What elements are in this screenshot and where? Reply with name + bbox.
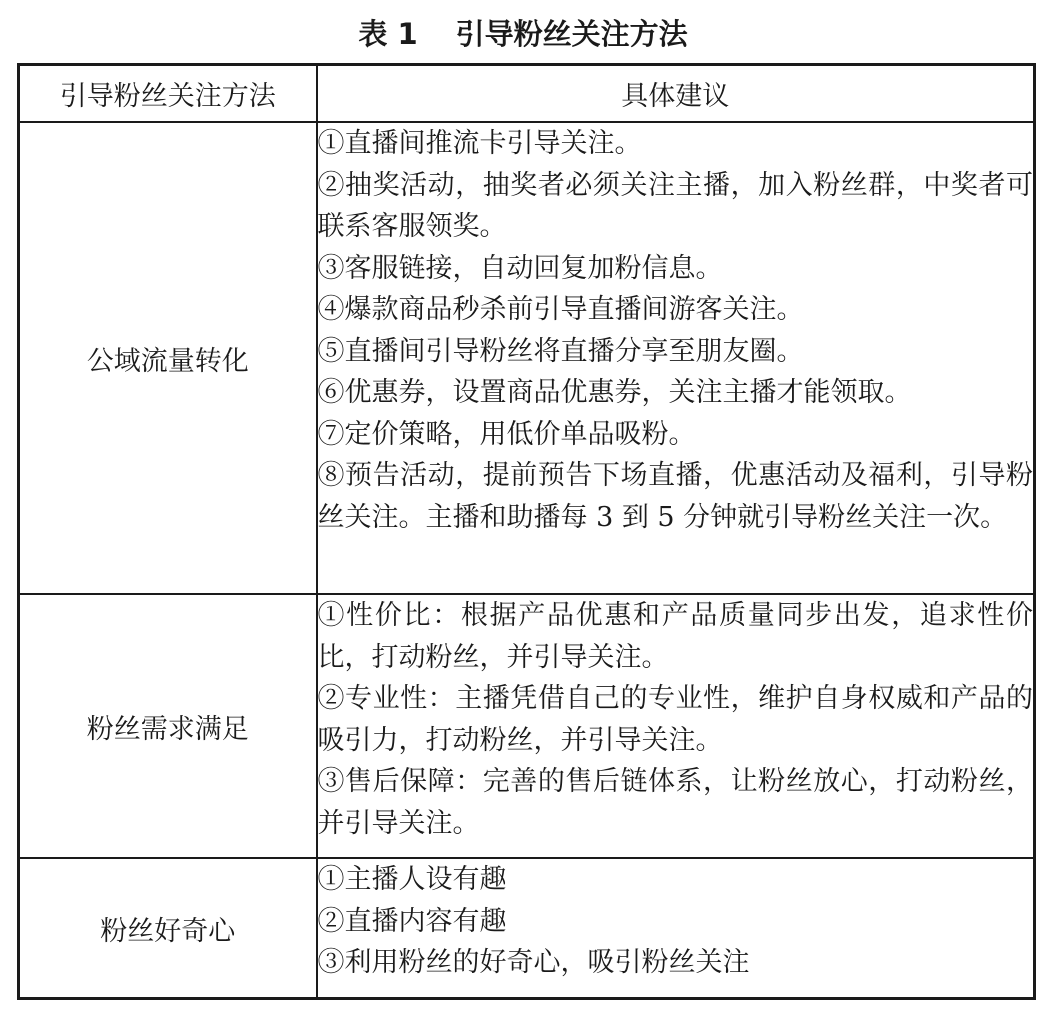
method-cell: 粉丝需求满足 (19, 594, 317, 858)
table-caption (0, 8, 1046, 56)
table-title: 引导粉丝关注方法 (455, 16, 688, 51)
suggestion-item: ②专业性：主播凭借自己的专业性，维护自身权威和产品的吸引力，打动粉丝，并引导关注。 (317, 683, 1033, 756)
header-suggestions: 具体建议 (317, 65, 1035, 123)
suggestions-cell (317, 858, 1035, 999)
suggestion-item: ④爆款商品秒杀前引导直播间游客关注。 (317, 294, 804, 325)
suggestion-item: ①主播人设有趣 (317, 864, 507, 895)
suggestion-item: ②抽奖活动，抽奖者必须关注主播，加入粉丝群，中奖者可联系客服领奖。 (317, 169, 1033, 242)
suggestion-item: ⑤直播间引导粉丝将直播分享至朋友圈。 (317, 335, 804, 367)
suggestion-item: ⑦定价策略，用低价单品吸粉。 (317, 418, 696, 450)
suggestion-item: ①性价比：根据产品优惠和产品质量同步出发，追求性价比，打动粉丝，并引导关注。 (317, 600, 1033, 673)
suggestion-item: ③客服链接，自动回复加粉信息。 (317, 252, 723, 284)
table-row (19, 858, 1035, 999)
suggestions-cell (317, 594, 1035, 858)
method-cell: 公域流量转化 (19, 122, 317, 594)
suggestion-item: ⑥优惠券，设置商品优惠券，关注主播才能领取。 (317, 377, 912, 408)
suggestion-item: ①直播间推流卡引导关注。 (317, 128, 642, 159)
table-number: 表 1 (358, 16, 418, 51)
table-row (19, 122, 1035, 594)
methods-table (17, 63, 1036, 1000)
suggestion-item: ②直播内容有趣 (317, 905, 507, 937)
header-row (19, 65, 1035, 123)
suggestion-item: ⑧预告活动，提前预告下场直播，优惠活动及福利，引导粉丝关注。主播和助播每 3 到 5 分钟就引导粉丝关注一次。 (317, 460, 1033, 533)
suggestion-item: ③售后保障：完善的售后链体系，让粉丝放心，打动粉丝，并引导关注。 (317, 766, 1033, 839)
table-row (19, 594, 1035, 858)
suggestions-cell (317, 122, 1035, 594)
suggestion-item: ③利用粉丝的好奇心，吸引粉丝关注 (317, 947, 750, 978)
header-method: 引导粉丝关注方法 (19, 65, 317, 123)
method-cell: 粉丝好奇心 (19, 858, 317, 999)
